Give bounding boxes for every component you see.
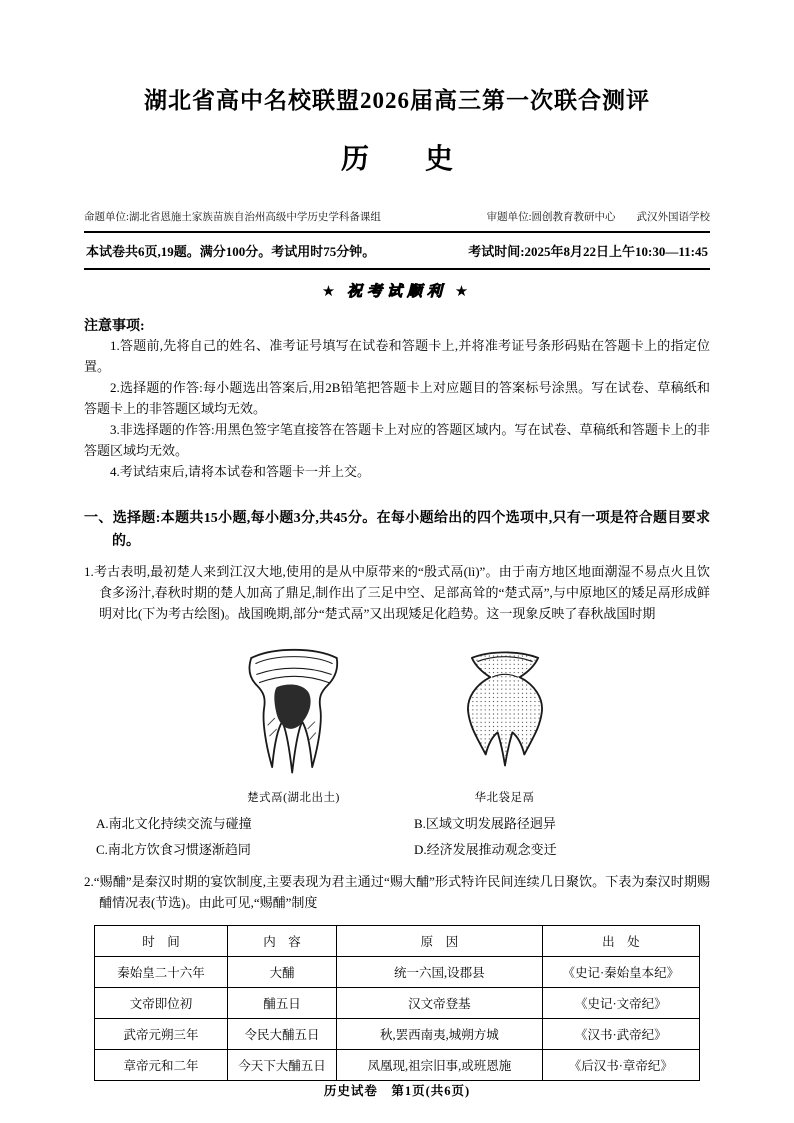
table-header-cell: 时 间 <box>95 926 228 957</box>
option-b: B.区域文明发展路径迥异 <box>414 816 556 832</box>
notice-item-2: 2.选择题的作答:每小题选出答案后,用2B铅笔把答题卡上对应题目的答案标号涂黑。写在试卷、草稿纸和答题卡上的非答题区域均无效。 <box>84 380 710 417</box>
table-cell: 武帝元朔三年 <box>95 1019 228 1050</box>
table-cell: 酺五日 <box>228 988 337 1019</box>
q1-figures <box>84 638 710 805</box>
paper-info-bar <box>84 231 710 270</box>
table-header-cell: 原 因 <box>336 926 542 957</box>
option-d: D.经济发展推动观念变迁 <box>414 842 557 858</box>
page-footer: 历史试卷 第1页(共6页) <box>323 1084 471 1098</box>
notice-item-1: 1.答题前,先将自己的姓名、准考证号填写在试卷和答题卡上,并将准考证号条形码贴在答题卡上的指定位置。 <box>84 338 710 375</box>
figure-chu-li <box>244 638 344 805</box>
reviewer-unit: 审题单位:圆创教育教研中心 武汉外国语学校 <box>486 212 710 223</box>
section-heading: 一、选择题:本题共15小题,每小题3分,共45分。在每小题给出的四个选项中,只有一项是符合题目要求的。 <box>84 511 710 549</box>
notice-item-3: 3.非选择题的作答:用黑色签字笔直接答在答题卡上对应的答题区域内。写在试卷、草稿纸和答题卡上的非答题区域均无效。 <box>84 422 710 459</box>
table-row <box>95 1019 700 1050</box>
chu-style-li-drawing <box>244 638 344 778</box>
wish-banner <box>84 280 710 301</box>
table-cell: 《后汉书·章帝纪》 <box>542 1050 699 1081</box>
figure-huabei-li <box>459 650 551 805</box>
table-cell: 《史记·秦始皇本纪》 <box>542 957 699 988</box>
option-a: A.南北文化持续交流与碰撞 <box>96 816 252 832</box>
table-cell: 《汉书·武帝纪》 <box>542 1019 699 1050</box>
table-row <box>95 988 700 1019</box>
table-cell: 统一六国,设郡县 <box>336 957 542 988</box>
notice-title: 注意事项: <box>84 319 145 334</box>
option-c: C.南北方饮食习惯逐渐趋同 <box>96 842 251 858</box>
table-cell: 汉文帝登基 <box>336 988 542 1019</box>
notice-item-4: 4.考试结束后,请将本试卷和答题卡一并上交。 <box>110 464 371 480</box>
table-row <box>95 1050 700 1081</box>
q1-options <box>84 811 710 863</box>
table-cell: 《史记·文帝纪》 <box>542 988 699 1019</box>
question-1-text: 1.考古表明,最初楚人来到江汉大地,使用的是从中原带来的“殷式鬲(lì)”。由于南方地区地面潮湿不易点火且饮食多汤汁,春秋时期的楚人加高了鼎足,制作出了三足中空、足部高耸的“楚式鬲”,与中原地区的矮足鬲形成鲜明对比(下为考古绘图)。战国晚期,部分“楚式鬲”又出现矮足化趋势。这一现象反映了春秋战国时期 <box>84 564 710 622</box>
table-row <box>95 957 700 988</box>
table-cell: 秦始皇二十六年 <box>95 957 228 988</box>
table-cell: 令民大酺五日 <box>228 1019 337 1050</box>
setter-unit: 命题单位:湖北省恩施土家族苗族自治州高级中学历史学科备课组 <box>84 212 381 223</box>
table-cell: 秋,罢西南夷,城朔方城 <box>336 1019 542 1050</box>
exam-title: 湖北省高中名校联盟2026届高三第一次联合测评 <box>144 88 650 113</box>
exam-time: 考试时间:2025年8月22日上午10:30—11:45 <box>468 244 708 259</box>
table-cell: 大酺 <box>228 957 337 988</box>
star-icon: ★ <box>321 284 340 300</box>
wish-text: 祝考试顺利 <box>346 284 447 300</box>
figure-caption-left: 楚式鬲(湖北出土) <box>247 792 340 805</box>
table-header-cell: 内 容 <box>228 926 337 957</box>
table-cell: 凤凰现,祖宗旧事,或班恩施 <box>336 1050 542 1081</box>
table-cell: 章帝元和二年 <box>95 1050 228 1081</box>
star-icon: ★ <box>454 284 473 300</box>
question-2-text: 2.“赐酺”是秦汉时期的宴饮制度,主要表现为君主通过“赐大酺”形式特许民间连续几日聚饮。下表为秦汉时期赐酺情况表(节选)。由此可见,“赐酺”制度 <box>84 874 710 911</box>
figure-caption-right: 华北袋足鬲 <box>474 792 535 805</box>
subject-title: 历 史 <box>340 144 453 175</box>
table-cell: 今天下大酺五日 <box>228 1050 337 1081</box>
q2-table <box>94 925 700 1081</box>
table-header-row <box>95 926 700 957</box>
paper-info: 本试卷共6页,19题。满分100分。考试用时75分钟。 <box>86 244 376 259</box>
huabei-daizu-li-drawing <box>459 650 551 778</box>
table-cell: 文帝即位初 <box>95 988 228 1019</box>
units-row <box>84 209 710 231</box>
table-header-cell: 出 处 <box>542 926 699 957</box>
